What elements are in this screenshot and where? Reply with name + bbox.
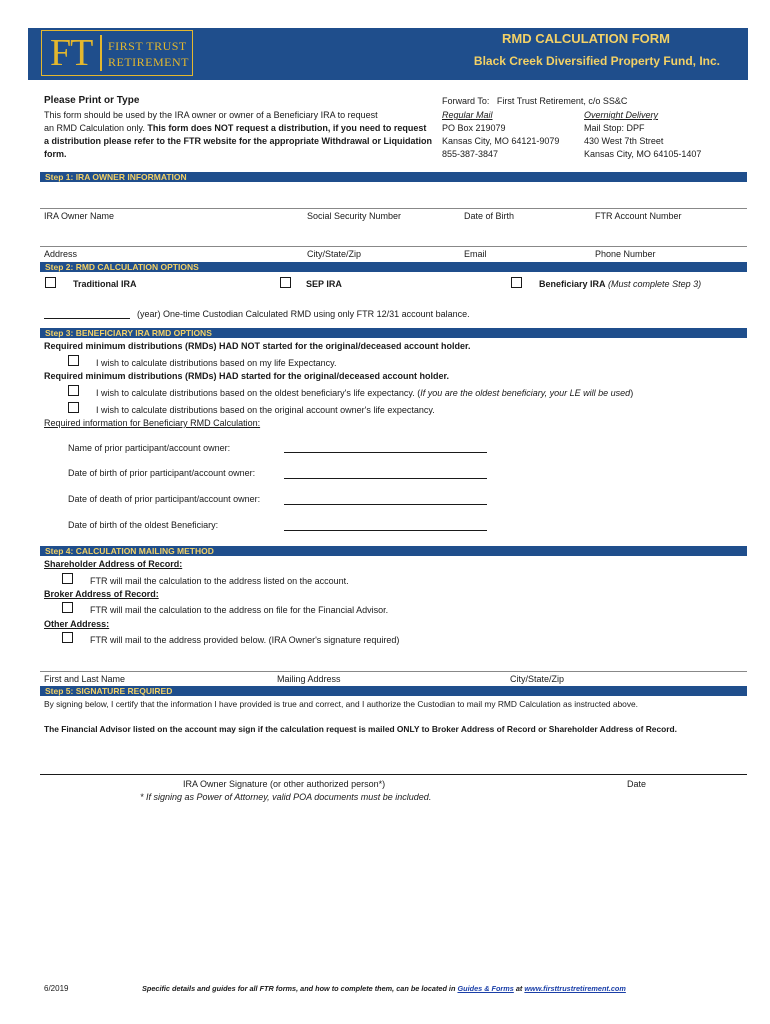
intro-line3: a distribution please refer to the FTR website for the appropriate Withdrawal or Liquidation	[44, 136, 432, 146]
first-last-label: First and Last Name	[44, 674, 126, 684]
traditional-ira-checkbox[interactable]	[45, 277, 56, 288]
intro-line4: form.	[44, 149, 67, 159]
ssn-label: Social Security Number	[307, 211, 402, 221]
beneficiary-ira-label: Beneficiary IRA (Must complete Step 3)	[539, 279, 702, 289]
other-city-label: City/State/Zip	[510, 674, 565, 684]
rmd-started: Required minimum distributions (RMDs) HAD started for the original/deceased account holder.	[44, 371, 450, 381]
other-label: FTR will mail to the address provided below. (IRA Owner's signature required)	[90, 635, 400, 645]
other-heading: Other Address:	[44, 619, 110, 629]
intro-line2: an RMD Calculation only. This form does NOT request a distribution, if you need to request	[44, 123, 427, 133]
owner-name-label: IRA Owner Name	[44, 211, 115, 221]
form-date: 6/2019	[44, 984, 69, 993]
dob-label: Date of Birth	[464, 211, 515, 221]
phone-label: Phone Number	[595, 249, 656, 259]
overnight-line2: 430 West 7th Street	[584, 136, 664, 146]
mailing-label: Mailing Address	[277, 674, 341, 684]
prior-name-label: Name of prior participant/account owner:	[68, 443, 231, 453]
step5-header: Step 5: SIGNATURE REQUIRED	[40, 686, 747, 696]
regular-line2: Kansas City, MO 64121-9079	[442, 136, 560, 146]
intro-line1: This form should be used by the IRA owner or owner of a Beneficiary IRA to request	[44, 110, 378, 120]
address-label: Address	[44, 249, 78, 259]
regular-line1: PO Box 219079	[442, 123, 506, 133]
overnight-line3: Kansas City, MO 64105-1407	[584, 149, 702, 159]
step1-header: Step 1: IRA OWNER INFORMATION	[40, 172, 747, 182]
oldest-le-label: I wish to calculate distributions based on the oldest beneficiary's life expectancy. (If you are the oldest beneficiary, your LE will be used)	[96, 388, 634, 398]
year-input-line[interactable]	[44, 318, 130, 319]
step3-header: Step 3: BENEFICIARY IRA RMD OPTIONS	[40, 328, 747, 338]
logo-initials: FT	[50, 32, 93, 74]
date-label: Date	[627, 779, 647, 789]
footer-text: Specific details and guides for all FTR forms, and how to complete them, can be located in Guides & Forms at www.firsttrustretirement.com	[142, 984, 626, 993]
oldest-dob-input[interactable]	[284, 530, 487, 531]
forward-to: Forward To: First Trust Retirement, c/o SS&C	[442, 96, 628, 106]
regular-line3: 855-387-3847	[442, 149, 499, 159]
prior-dob-input[interactable]	[284, 478, 487, 479]
traditional-ira-label: Traditional IRA	[73, 279, 137, 289]
form-title: RMD CALCULATION FORM	[501, 31, 670, 46]
form-subtitle: Black Creek Diversified Property Fund, Inc.	[473, 54, 720, 68]
advisor-text: The Financial Advisor listed on the account may sign if the calculation request is mailed ONLY to Broker Address of Record or Shareholder Address of Record.	[44, 724, 677, 734]
original-le-checkbox[interactable]	[68, 402, 79, 413]
oldest-dob-label: Date of birth of the oldest Beneficiary:	[68, 520, 219, 530]
logo-line2: RETIREMENT	[108, 55, 189, 69]
own-le-checkbox[interactable]	[68, 355, 79, 366]
owner-name-line[interactable]	[40, 208, 747, 209]
sep-ira-checkbox[interactable]	[280, 277, 291, 288]
broker-checkbox[interactable]	[62, 602, 73, 613]
step2-header: Step 2: RMD CALCULATION OPTIONS	[40, 262, 747, 272]
shareholder-heading: Shareholder Address of Record:	[44, 559, 183, 569]
print-heading: Please Print or Type	[44, 95, 140, 106]
step4-header: Step 4: CALCULATION MAILING METHOD	[40, 546, 747, 556]
shareholder-checkbox[interactable]	[62, 573, 73, 584]
prior-dod-input[interactable]	[284, 504, 487, 505]
signature-label: IRA Owner Signature (or other authorized person*)	[183, 779, 386, 789]
account-label: FTR Account Number	[595, 211, 682, 221]
beneficiary-ira-checkbox[interactable]	[511, 277, 522, 288]
website-link[interactable]: www.firsttrustretirement.com	[524, 984, 626, 993]
own-le-label: I wish to calculate distributions based on my life Expectancy.	[96, 358, 337, 368]
address-line[interactable]	[40, 246, 747, 247]
prior-dod-label: Date of death of prior participant/account owner:	[68, 494, 261, 504]
broker-label: FTR will mail the calculation to the address on file for the Financial Advisor.	[90, 605, 389, 615]
oldest-le-checkbox[interactable]	[68, 385, 79, 396]
prior-name-input[interactable]	[284, 452, 487, 453]
signature-line[interactable]	[40, 774, 747, 775]
poa-note: * If signing as Power of Attorney, valid POA documents must be included.	[140, 792, 432, 802]
sep-ira-label: SEP IRA	[306, 279, 342, 289]
broker-heading: Broker Address of Record:	[44, 589, 159, 599]
other-address-line[interactable]	[40, 671, 747, 672]
certify-text: By signing below, I certify that the information I have provided is true and correct, and I authorize the Custodian to mail my RMD Calculation as instructed above.	[44, 699, 638, 709]
logo-line1: FIRST TRUST	[108, 39, 187, 53]
guides-forms-link[interactable]: Guides & Forms	[457, 984, 514, 993]
logo-divider	[100, 35, 102, 71]
prior-dob-label: Date of birth of prior participant/account owner:	[68, 468, 256, 478]
shareholder-label: FTR will mail the calculation to the address listed on the account.	[90, 576, 349, 586]
regular-mail-heading: Regular Mail	[442, 110, 493, 120]
ftr-logo	[41, 30, 193, 76]
overnight-line1: Mail Stop: DPF	[584, 123, 645, 133]
original-le-label: I wish to calculate distributions based on the original account owner's life expectancy.	[96, 405, 435, 415]
city-label: City/State/Zip	[307, 249, 362, 259]
email-label: Email	[464, 249, 487, 259]
other-checkbox[interactable]	[62, 632, 73, 643]
overnight-heading: Overnight Delivery	[584, 110, 659, 120]
required-info-heading: Required information for Beneficiary RMD Calculation:	[44, 418, 261, 428]
rmd-not-started: Required minimum distributions (RMDs) HAD NOT started for the original/deceased account holder.	[44, 341, 471, 351]
year-option-label: (year) One-time Custodian Calculated RMD using only FTR 12/31 account balance.	[137, 309, 470, 319]
